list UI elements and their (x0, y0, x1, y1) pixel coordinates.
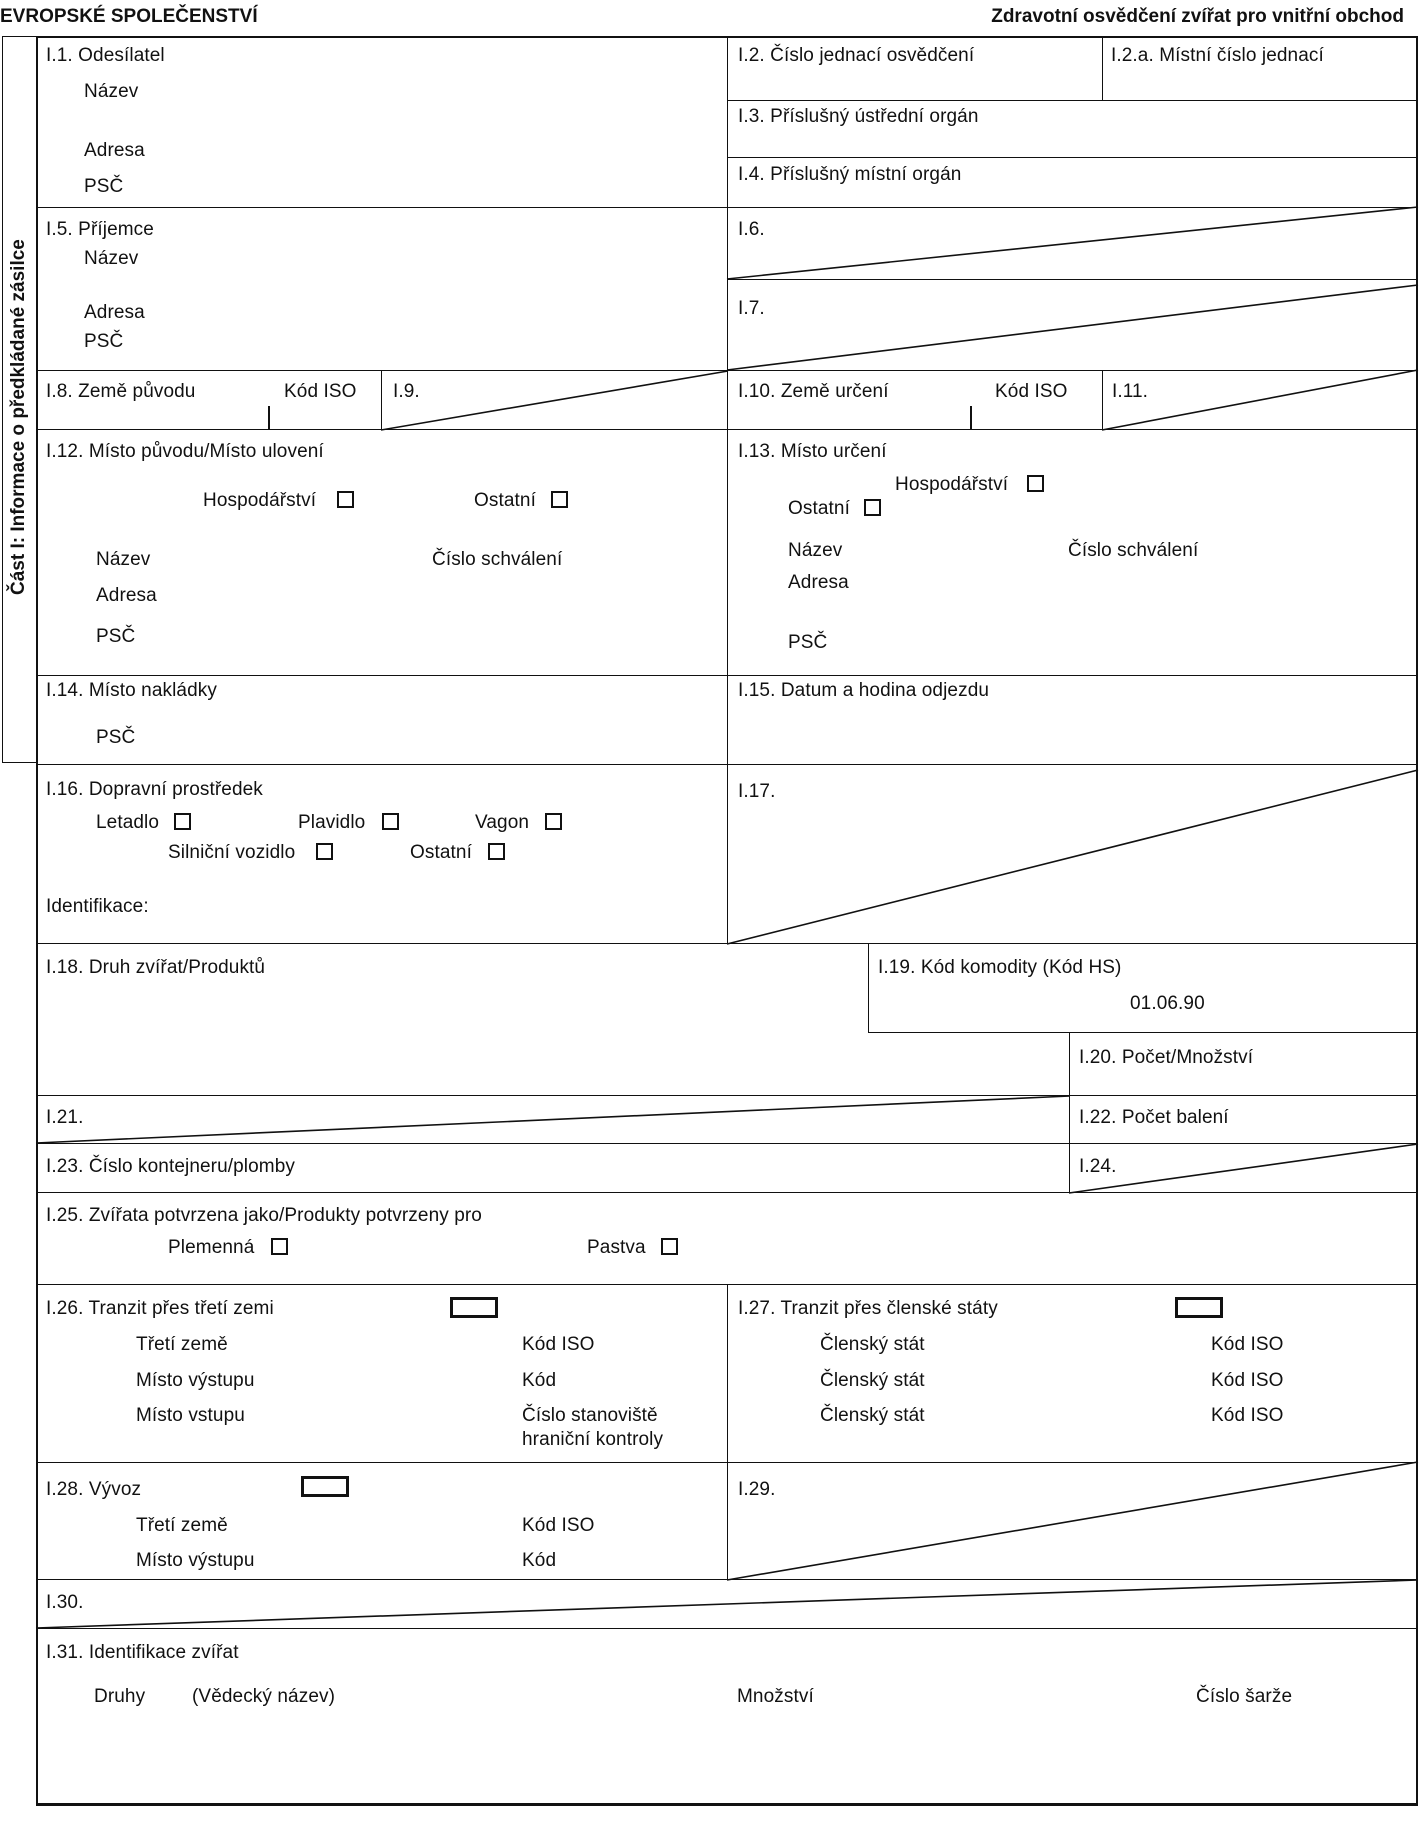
field-i21 (36, 1095, 1070, 1144)
i19-value: 01.06.90 (1130, 993, 1205, 1014)
i8-divider (268, 406, 270, 430)
i27-row2-right: Kód ISO (1211, 1370, 1284, 1391)
i5-address: Adresa (84, 302, 145, 323)
i28-label: I.28. Vývoz (46, 1479, 142, 1500)
i12-name: Název (96, 549, 151, 570)
i1-postcode: PSČ (84, 176, 124, 197)
i29-label: I.29. (738, 1479, 776, 1500)
i27-row3-left: Členský stát (820, 1405, 925, 1426)
i25-breeding-checkbox[interactable] (271, 1238, 288, 1255)
i16-option-road-label: Silniční vozidlo (168, 842, 296, 863)
i14-label: I.14. Místo nakládky (46, 680, 217, 701)
i13-approval: Číslo schválení (1068, 540, 1199, 561)
i23-label: I.23. Číslo kontejneru/plomby (46, 1156, 295, 1177)
i22-label: I.22. Počet balení (1079, 1107, 1229, 1128)
i15-label: I.15. Datum a hodina odjezdu (738, 680, 990, 701)
i16-identification: Identifikace: (46, 896, 149, 917)
header-left-title: EVROPSKÉ SPOLEČENSTVÍ (0, 6, 258, 27)
i7-label: I.7. (738, 298, 765, 319)
i16-option-plane-label: Letadlo (96, 812, 160, 833)
side-label: Část I: Informace o předkládané zásilce (8, 239, 29, 595)
i25-option-grazing-label: Pastva (587, 1237, 646, 1258)
i31-col-quantity: Množství (737, 1686, 814, 1707)
i24-label: I.24. (1079, 1156, 1117, 1177)
i16-option-wagon-label: Vagon (475, 812, 530, 833)
i8-iso: Kód ISO (284, 381, 357, 402)
i13-option-other-label: Ostatní (788, 498, 850, 519)
i25-option-breeding-label: Plemenná (168, 1237, 255, 1258)
i16-ship-checkbox[interactable] (382, 813, 399, 830)
i12-address: Adresa (96, 585, 157, 606)
i27-row1-left: Členský stát (820, 1334, 925, 1355)
i16-other-checkbox[interactable] (488, 843, 505, 860)
i26-row3-left: Místo vstupu (136, 1405, 245, 1426)
header-right-title: Zdravotní osvědčení zvířat pro vnitřní obchod (991, 6, 1404, 27)
i13-name: Název (788, 540, 843, 561)
field-i7 (727, 279, 1418, 371)
i10-iso: Kód ISO (995, 381, 1068, 402)
i28-checkbox[interactable] (301, 1476, 349, 1497)
i30-label: I.30. (46, 1592, 84, 1613)
i11-label: I.11. (1112, 381, 1149, 402)
field-i29 (727, 1462, 1418, 1580)
i8-label: I.8. Země původu (46, 381, 196, 402)
i13-address: Adresa (788, 572, 849, 593)
i27-row1-right: Kód ISO (1211, 1334, 1284, 1355)
i2-label: I.2. Číslo jednací osvědčení (738, 45, 975, 66)
i12-option-farm-label: Hospodářství (203, 490, 317, 511)
i27-label: I.27. Tranzit přes členské státy (738, 1298, 998, 1319)
i26-row2-right: Kód (522, 1370, 557, 1391)
i4-label: I.4. Příslušný místní orgán (738, 164, 962, 185)
i17-label: I.17. (738, 781, 776, 802)
field-i11 (1102, 370, 1418, 430)
i12-other-checkbox[interactable] (551, 491, 568, 508)
i20-label: I.20. Počet/Množství (1079, 1047, 1254, 1068)
i12-farm-checkbox[interactable] (337, 491, 354, 508)
i25-grazing-checkbox[interactable] (661, 1238, 678, 1255)
i12-option-other-label: Ostatní (474, 490, 536, 511)
i16-plane-checkbox[interactable] (174, 813, 191, 830)
i26-checkbox[interactable] (450, 1297, 498, 1318)
i31-label: I.31. Identifikace zvířat (46, 1642, 239, 1663)
i31-col-batch-number: Číslo šarže (1196, 1686, 1293, 1707)
field-i9 (381, 370, 728, 430)
i13-postcode: PSČ (788, 632, 828, 653)
i14-postcode: PSČ (96, 727, 136, 748)
field-i30 (36, 1579, 1418, 1629)
i3-label: I.3. Příslušný ústřední orgán (738, 106, 979, 127)
i25-label: I.25. Zvířata potvrzena jako/Produkty potvrzeny pro (46, 1205, 482, 1226)
i26-row3-right: Číslo stanoviště (522, 1405, 658, 1426)
i28-row1-left: Třetí země (136, 1515, 228, 1536)
i13-label: I.13. Místo určení (738, 441, 887, 462)
i9-label: I.9. (393, 381, 420, 402)
i26-row2-left: Místo výstupu (136, 1370, 255, 1391)
i13-option-farm-label: Hospodářství (895, 474, 1009, 495)
field-i24 (1069, 1143, 1418, 1193)
i16-wagon-checkbox[interactable] (545, 813, 562, 830)
field-i17 (727, 764, 1418, 944)
field-i31[interactable] (36, 1628, 1418, 1806)
field-i6 (727, 207, 1418, 280)
i27-row3-right: Kód ISO (1211, 1405, 1284, 1426)
i1-label: I.1. Odesílatel (46, 45, 165, 66)
i12-approval: Číslo schválení (432, 549, 563, 570)
i31-col-scientific-name: (Vědecký název) (192, 1686, 336, 1707)
i26-row3-right-line2: hraniční kontroly (522, 1429, 664, 1450)
i27-checkbox[interactable] (1175, 1297, 1223, 1318)
i1-name: Název (84, 81, 139, 102)
i21-label: I.21. (46, 1107, 84, 1128)
i31-col-species: Druhy (94, 1686, 146, 1707)
i19-label: I.19. Kód komodity (Kód HS) (878, 957, 1122, 978)
i28-row1-right: Kód ISO (522, 1515, 595, 1536)
i12-label: I.12. Místo původu/Místo ulovení (46, 441, 324, 462)
i13-farm-checkbox[interactable] (1027, 475, 1044, 492)
i5-name: Název (84, 248, 139, 269)
i16-road-checkbox[interactable] (316, 843, 333, 860)
i2a-label: I.2.a. Místní číslo jednací (1111, 45, 1324, 66)
i26-label: I.26. Tranzit přes třetí zemi (46, 1298, 274, 1319)
i26-row1-left: Třetí země (136, 1334, 228, 1355)
i18-label: I.18. Druh zvířat/Produktů (46, 957, 266, 978)
i1-address: Adresa (84, 140, 145, 161)
i26-row1-right: Kód ISO (522, 1334, 595, 1355)
i16-option-other-label: Ostatní (410, 842, 472, 863)
i16-label: I.16. Dopravní prostředek (46, 779, 263, 800)
i6-label: I.6. (738, 219, 765, 240)
i28-row2-right: Kód (522, 1550, 557, 1571)
i12-postcode: PSČ (96, 626, 136, 647)
i27-row2-left: Členský stát (820, 1370, 925, 1391)
i28-row2-left: Místo výstupu (136, 1550, 255, 1571)
i13-other-checkbox[interactable] (864, 499, 881, 516)
i5-postcode: PSČ (84, 331, 124, 352)
i10-divider (970, 406, 972, 430)
i10-label: I.10. Země určení (738, 381, 889, 402)
i5-label: I.5. Příjemce (46, 219, 154, 240)
i16-option-ship-label: Plavidlo (298, 812, 366, 833)
